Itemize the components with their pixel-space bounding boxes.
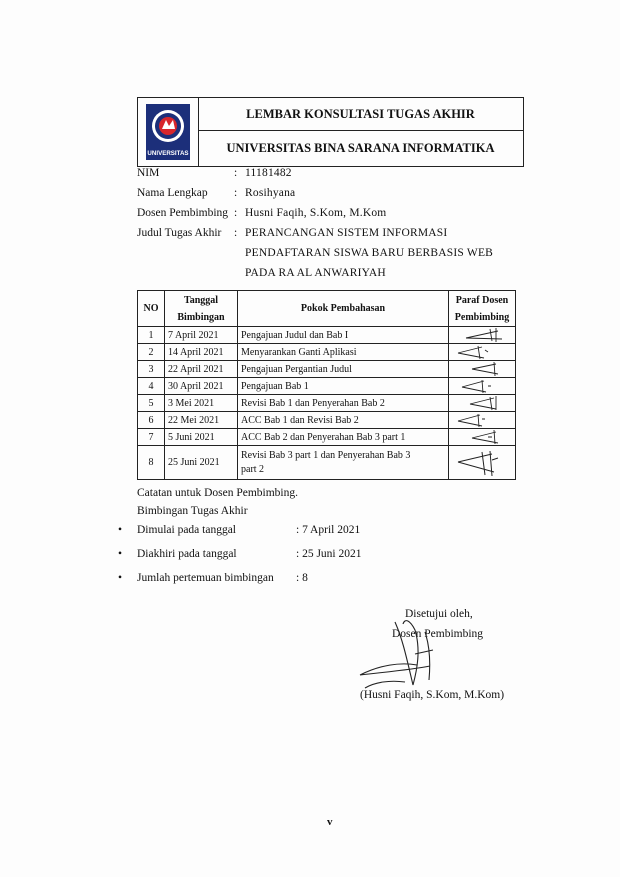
paraf-signature: [452, 448, 512, 478]
row-pokok: ACC Bab 1 dan Revisi Bab 2: [238, 412, 449, 429]
table-row: [138, 344, 516, 361]
document-header: [137, 97, 524, 167]
row-no: 2: [138, 344, 165, 361]
item-value: : 25 Juni 2021: [296, 548, 362, 560]
row-no: 3: [138, 361, 165, 378]
row-paraf: [449, 361, 516, 378]
row-paraf: [449, 344, 516, 361]
row-no: 6: [138, 412, 165, 429]
header-tanggal-line1: Tanggal: [183, 294, 219, 306]
item-value: : 8: [296, 572, 308, 584]
row-paraf: [449, 412, 516, 429]
judul-line-2: PENDAFTARAN SISWA BARU BERBASIS WEB: [245, 247, 494, 259]
row-no: 4: [138, 378, 165, 395]
consultation-table: [137, 290, 516, 480]
row-paraf: [449, 395, 516, 412]
row-tanggal: 3 Mei 2021: [165, 395, 238, 412]
row-pokok: ACC Bab 2 dan Penyerahan Bab 3 part 1: [238, 429, 449, 446]
row-tanggal: 25 Juni 2021: [165, 446, 238, 480]
header-no: NO: [138, 291, 165, 327]
nama-label: Nama Lengkap: [137, 187, 208, 199]
approval-role: Dosen Pembimbing: [392, 628, 484, 640]
logo-cell: [138, 98, 199, 166]
table-row: [138, 395, 516, 412]
row-tanggal: 7 April 2021: [165, 327, 238, 344]
paraf-signature: [452, 429, 512, 445]
paraf-signature: [452, 395, 512, 411]
row-pokok-line1: Revisi Bab 3 part 1 dan Penyerahan Bab 3: [241, 449, 411, 461]
row-tanggal: 22 Mei 2021: [165, 412, 238, 429]
row-no: 5: [138, 395, 165, 412]
nama-value: Rosihyana: [245, 187, 296, 199]
paraf-signature: [452, 361, 512, 377]
dosen-value: Husni Faqih, S.Kom, M.Kom: [245, 207, 387, 219]
header-pokok: Pokok Pembahasan: [238, 291, 449, 327]
row-pokok: Menyarankan Ganti Aplikasi: [238, 344, 449, 361]
paraf-signature: [452, 327, 512, 343]
dosen-label: Dosen Pembimbing: [137, 207, 229, 219]
row-pokok: [238, 446, 449, 480]
row-no: 7: [138, 429, 165, 446]
table-row: [138, 412, 516, 429]
row-pokok: Revisi Bab 1 dan Penyerahan Bab 2: [238, 395, 449, 412]
nim-value: 11181482: [245, 167, 292, 179]
nim-label: NIM: [137, 167, 160, 179]
bullet: •: [118, 572, 123, 584]
item-value: : 7 April 2021: [296, 524, 361, 536]
logo-text: UNIVERSITAS: [147, 150, 189, 157]
judul-label: Judul Tugas Akhir: [137, 227, 222, 239]
item-label: Diakhiri pada tanggal: [137, 548, 237, 560]
row-paraf: [449, 327, 516, 344]
header-paraf: [449, 291, 516, 327]
header-paraf-line2: Pembimbing: [454, 311, 510, 323]
row-tanggal: 5 Juni 2021: [165, 429, 238, 446]
paraf-signature: [452, 344, 512, 360]
colon: :: [234, 207, 238, 219]
bimbingan-heading: Bimbingan Tugas Akhir: [137, 505, 248, 517]
table-row: [138, 446, 516, 480]
row-pokok: Pengajuan Bab 1: [238, 378, 449, 395]
approval-label: Disetujui oleh,: [405, 608, 473, 620]
table-row: [138, 378, 516, 395]
judul-line-3: PADA RA AL ANWARIYAH: [245, 267, 386, 279]
row-pokok-line2: part 2: [241, 463, 265, 475]
header-tanggal-line2: Bimbingan: [177, 311, 225, 323]
judul-line-1: PERANCANGAN SISTEM INFORMASI: [245, 227, 448, 239]
row-pokok: Pengajuan Pergantian Judul: [238, 361, 449, 378]
row-tanggal: 14 April 2021: [165, 344, 238, 361]
bullet: •: [118, 548, 123, 560]
colon: :: [234, 187, 238, 199]
university-name: UNIVERSITAS BINA SARANA INFORMATIKA: [226, 141, 495, 155]
item-label: Jumlah pertemuan bimbingan: [137, 572, 274, 584]
item-label: Dimulai pada tanggal: [137, 524, 236, 536]
row-paraf: [449, 429, 516, 446]
colon: :: [234, 167, 238, 179]
colon: :: [234, 227, 238, 239]
paraf-signature: [452, 378, 512, 394]
header-tanggal: [165, 291, 238, 327]
row-tanggal: 30 April 2021: [165, 378, 238, 395]
bullet: •: [118, 524, 123, 536]
table-row: [138, 327, 516, 344]
row-pokok: Pengajuan Judul dan Bab I: [238, 327, 449, 344]
signer-name: (Husni Faqih, S.Kom, M.Kom): [360, 689, 505, 701]
row-tanggal: 22 April 2021: [165, 361, 238, 378]
university-logo: [146, 104, 190, 160]
row-no: 8: [138, 446, 165, 480]
row-no: 1: [138, 327, 165, 344]
table-row: [138, 429, 516, 446]
page-number: v: [327, 816, 333, 828]
table-header-row: [138, 291, 516, 327]
signature: [355, 610, 485, 700]
header-paraf-line1: Paraf Dosen: [455, 294, 509, 306]
row-paraf: [449, 446, 516, 480]
document-title: LEMBAR KONSULTASI TUGAS AKHIR: [198, 98, 523, 131]
table-row: [138, 361, 516, 378]
paraf-signature: [452, 412, 512, 428]
row-paraf: [449, 378, 516, 395]
catatan-text: Catatan untuk Dosen Pembimbing.: [137, 487, 298, 499]
